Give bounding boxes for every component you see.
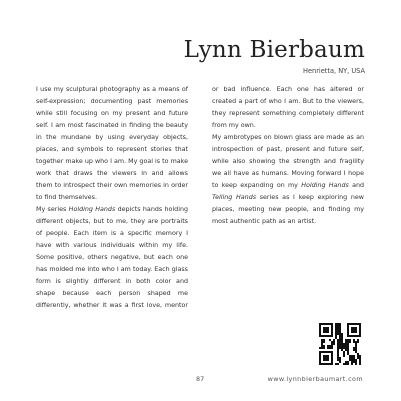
- statement-body: [36, 84, 364, 312]
- page-number: 87: [196, 375, 205, 383]
- series-title: Holding Hands: [301, 182, 349, 189]
- statement-paragraph-1: [36, 84, 188, 204]
- statement-paragraph-3: [212, 132, 364, 228]
- statement-text: My series: [36, 206, 69, 213]
- statement-text: and: [348, 182, 365, 189]
- series-title: Holding Hands: [68, 206, 116, 213]
- artist-location: Henrietta, NY, USA: [303, 67, 365, 75]
- statement-text: My ambrotypes on blown glass are made as an introspection of past, present and future self, while also showing the strength and fragility we all have as humans. Moving forward I hope to keep expanding on my: [212, 134, 364, 189]
- artist-name: Lynn Bierbaum: [183, 37, 365, 63]
- statement-text: I use my sculptural photography as a means of self-expression; documenting past memories while still focusing on my present and future self. I am most fascinated in finding the beauty in the mundane by using everyday objects, places, and symbols to represent stories that together make up who I am. My goal is to make work that draws the viewers in and allows them to introspect their own memories in order to find themselves.: [36, 86, 188, 201]
- qr-code[interactable]: [319, 323, 361, 365]
- artist-header: [184, 36, 365, 75]
- statement-text: series as I keep exploring new places, meeting new people, and finding my most authentic path as an artist.: [212, 194, 364, 225]
- series-title: Telling Hands: [212, 194, 257, 201]
- website-url[interactable]: www.lynnbierbaumart.com: [267, 375, 363, 383]
- statement-text: depicts hands holding different objects, but to me, they are portraits of people. Each item is a specific memory I have with various individuals within my life. Some positive, others negative, but each one has molded me into who I am today. Each glass form is slightly different in both color and shape because each person shaped me differently, whether it was a first love, mentor or bad influence. Each one has altered or created a part of who I am. But to the viewers, they represent something completely different from my own.: [36, 86, 364, 309]
